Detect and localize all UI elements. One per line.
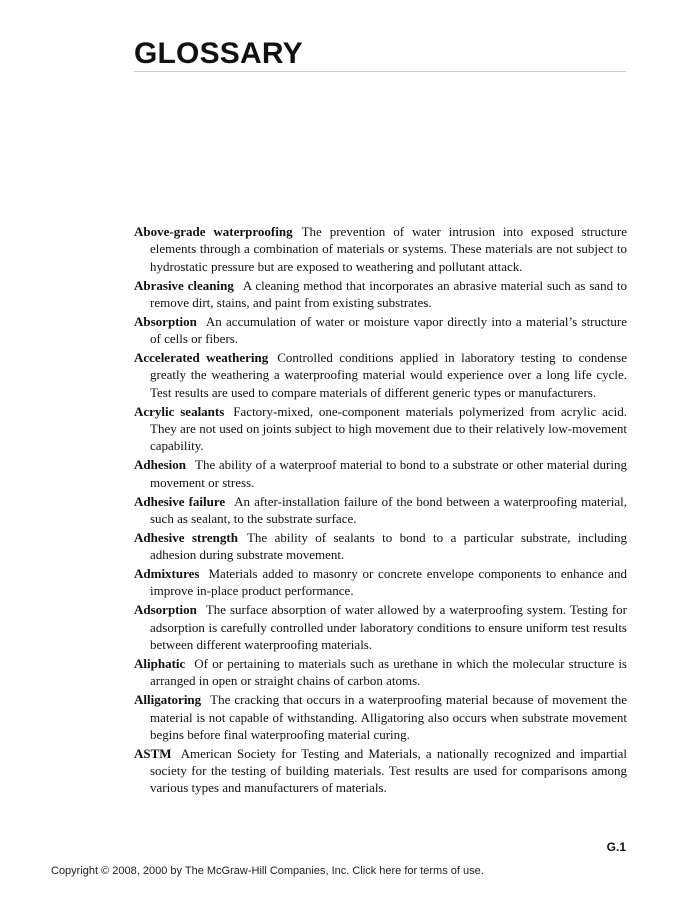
glossary-definition: The surface absorption of water allowed by a waterproofing system. Testing for adsorption is carefully controlled under laboratory conditions to ensure uniform test results between different waterproofing materials.: [150, 602, 627, 653]
glossary-term: Absorption: [134, 313, 197, 329]
glossary-entry: [134, 601, 627, 653]
glossary-definition: A cleaning method that incorporates an abrasive material such as sand to remove dirt, stains, and paint from existing substrates.: [150, 277, 627, 310]
glossary-definition: Controlled conditions applied in laboratory testing to condense greatly the weathering a waterproofing material would experience over a long life cycle. Test results are used to compare materials of different generic types or manufacturers.: [150, 350, 627, 400]
glossary-term: Adhesion: [134, 457, 187, 473]
glossary-term: ASTM: [134, 745, 172, 761]
copyright-link[interactable]: Copyright © 2008, 2000 by The McGraw-Hill Companies, Inc. Click here for terms of use.: [51, 865, 484, 877]
glossary-entry: [134, 349, 627, 401]
glossary-definition: The ability of sealants to bond to a particular substrate, including adhesion during substrate movement.: [150, 529, 627, 563]
glossary-term: Adhesive failure: [134, 493, 226, 509]
glossary-definition: Of or pertaining to materials such as urethane in which the molecular structure is arranged in open or straight chains of carbon atoms.: [150, 656, 627, 689]
glossary-entry: [134, 277, 627, 312]
glossary-definition: American Society for Testing and Materials, a nationally recognized and impartial society for the testing of building materials. Test results are used for comparisons among various types and manufacturers of materials.: [150, 745, 627, 796]
glossary-entry: [134, 493, 627, 528]
glossary-definition: Factory-mixed, one-component materials polymerized from acrylic acid. They are not used on joints subject to high movement due to their relatively low-movement capability.: [150, 403, 627, 454]
glossary-entry: [134, 223, 627, 275]
glossary-term: Above-grade waterproofing: [134, 224, 293, 239]
page-number: G.1: [606, 840, 626, 854]
glossary-definition: An after-installation failure of the bond between a waterproofing material, such as sealant, to the substrate surface.: [150, 493, 627, 526]
glossary-entry: [134, 403, 627, 455]
title-divider: [134, 71, 626, 72]
glossary-entry: [134, 691, 627, 743]
glossary-definition: An accumulation of water or moisture vapor directly into a material’s structure of cells or fibers.: [150, 313, 627, 347]
glossary-entry: [134, 529, 627, 564]
glossary-entry: [134, 745, 627, 797]
glossary-term: Accelerated weathering: [134, 350, 269, 366]
glossary-definition: The cracking that occurs in a waterproofing material because of movement the material is not capable of withstanding. Alligatoring also occurs when substrate movement begins before final waterproofing material curing.: [150, 692, 627, 742]
glossary-entry: [134, 655, 627, 690]
glossary-term: Admixtures: [134, 566, 200, 582]
glossary-term: Aliphatic: [134, 656, 186, 671]
glossary-term: Abrasive cleaning: [134, 277, 234, 293]
glossary-definition: Materials added to masonry or concrete envelope components to enhance and improve in-place product performance.: [150, 566, 627, 599]
glossary-term: Adsorption: [134, 602, 197, 618]
glossary-term: Alligatoring: [134, 692, 202, 708]
glossary-entry: [134, 456, 627, 491]
glossary-entry: [134, 313, 627, 348]
glossary-term: Adhesive strength: [134, 529, 238, 545]
page-title: GLOSSARY: [134, 37, 303, 70]
glossary-list: [134, 223, 627, 798]
glossary-term: Acrylic sealants: [134, 403, 225, 419]
glossary-definition: The ability of a waterproof material to bond to a substrate or other material during movement or stress.: [150, 457, 627, 490]
glossary-definition: The prevention of water intrusion into exposed structure elements through a combination of materials or systems. These materials are not subject to hydrostatic pressure but are exposed to weathering and pollutant attack.: [150, 224, 627, 274]
glossary-entry: [134, 565, 627, 600]
